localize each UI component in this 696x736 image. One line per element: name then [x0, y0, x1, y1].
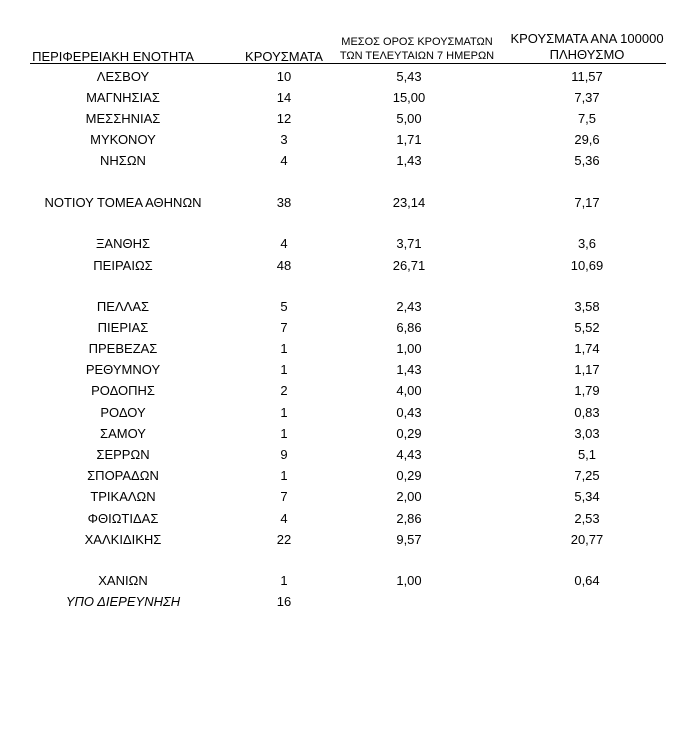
- cell-per100k: 10,69: [570, 258, 604, 273]
- cell-region: ΤΡΙΚΑΛΩΝ: [90, 489, 156, 504]
- cell-region: ΦΘΙΩΤΙΔΑΣ: [87, 511, 159, 526]
- cell-per100k: 1,17: [574, 362, 600, 377]
- cell-avg: 2,43: [396, 299, 422, 314]
- table-row: [0, 317, 696, 338]
- cell-avg: 2,00: [396, 489, 422, 504]
- cell-cases: 14: [276, 90, 292, 105]
- table-row: [0, 465, 696, 486]
- cell-per100k: 3,03: [574, 426, 600, 441]
- cell-avg: 1,71: [396, 132, 422, 147]
- cell-region: ΠΡΕΒΕΖΑΣ: [88, 341, 158, 356]
- cell-per100k: 7,37: [574, 90, 600, 105]
- cell-avg: 5,43: [396, 69, 422, 84]
- cell-per100k: 29,6: [574, 132, 600, 147]
- cell-per100k: 3,6: [577, 236, 597, 251]
- header-underline: [30, 63, 666, 64]
- cell-region: ΡΟΔΟΥ: [100, 405, 146, 420]
- header-per100k-line1: ΚΡΟΥΣΜΑΤΑ ΑΝΑ 100000: [510, 31, 664, 46]
- cell-cases: 22: [276, 532, 292, 547]
- cell-per100k: 2,53: [574, 511, 600, 526]
- table-row: [0, 192, 696, 213]
- cell-avg: 3,71: [396, 236, 422, 251]
- cell-per100k: 0,83: [574, 405, 600, 420]
- cell-avg: 4,43: [396, 447, 422, 462]
- cell-region: ΡΕΘΥΜΝΟΥ: [85, 362, 161, 377]
- table-row: [0, 66, 696, 87]
- table-row: [0, 529, 696, 550]
- cell-per100k: 5,34: [574, 489, 600, 504]
- cell-cases: 4: [280, 153, 288, 168]
- cell-per100k: 1,74: [574, 341, 600, 356]
- cell-region: ΥΠΟ ΔΙΕΡΕΥΝΗΣΗ: [65, 594, 181, 609]
- cell-region: ΧΑΝΙΩΝ: [98, 573, 148, 588]
- table-row: [0, 508, 696, 529]
- cell-region: ΣΑΜΟΥ: [100, 426, 146, 441]
- cell-cases: 4: [280, 236, 288, 251]
- cell-cases: 1: [280, 573, 288, 588]
- cell-avg: 1,43: [396, 362, 422, 377]
- cell-cases: 7: [280, 320, 288, 335]
- cell-region: ΣΠΟΡΑΔΩΝ: [87, 468, 159, 483]
- table-row: [0, 570, 696, 591]
- header-per100k: [507, 31, 667, 63]
- cell-avg: 4,00: [396, 383, 422, 398]
- cell-cases: 38: [276, 195, 292, 210]
- table-row: [0, 380, 696, 401]
- cell-avg: 0,29: [396, 426, 422, 441]
- cell-per100k: 5,36: [574, 153, 600, 168]
- cell-cases: 1: [280, 426, 288, 441]
- cell-per100k: 7,17: [574, 195, 600, 210]
- cell-cases: 1: [280, 405, 288, 420]
- cell-cases: 4: [280, 511, 288, 526]
- cell-region: ΜΥΚΟΝΟΥ: [90, 132, 156, 147]
- cell-cases: 3: [280, 132, 288, 147]
- cell-avg: 15,00: [392, 90, 426, 105]
- cell-region: ΛΕΣΒΟΥ: [96, 69, 150, 84]
- cell-region: ΠΕΛΛΑΣ: [96, 299, 150, 314]
- cell-cases: 16: [276, 594, 292, 609]
- cell-per100k: 3,58: [574, 299, 600, 314]
- table-row: [0, 87, 696, 108]
- table-row-under-investigation: [0, 591, 696, 612]
- cell-region: ΝΟΤΙΟΥ ΤΟΜΕΑ ΑΘΗΝΩΝ: [44, 195, 202, 210]
- cell-cases: 2: [280, 383, 288, 398]
- cell-avg: 5,00: [396, 111, 422, 126]
- cell-cases: 1: [280, 341, 288, 356]
- cell-cases: 1: [280, 468, 288, 483]
- table-row: [0, 150, 696, 171]
- cell-per100k: 11,57: [571, 69, 603, 84]
- cell-per100k: 20,77: [570, 532, 604, 547]
- cell-avg: 6,86: [396, 320, 422, 335]
- cell-per100k: 0,64: [574, 573, 600, 588]
- table-row: [0, 359, 696, 380]
- table-row: [0, 423, 696, 444]
- table-row: [0, 255, 696, 276]
- cell-region: ΝΗΣΩΝ: [100, 153, 146, 168]
- table-row: [0, 338, 696, 359]
- cell-avg: 0,29: [396, 468, 422, 483]
- cell-avg: 1,43: [396, 153, 422, 168]
- cell-avg: 1,00: [396, 341, 422, 356]
- cell-per100k: 7,25: [574, 468, 600, 483]
- cell-per100k: 5,52: [574, 320, 600, 335]
- table-row: [0, 402, 696, 423]
- table-row: [0, 129, 696, 150]
- header-per100k-line2: ΠΛΗΘΥΣΜΟ: [549, 47, 625, 62]
- cell-cases: 5: [280, 299, 288, 314]
- cell-region: ΞΑΝΘΗΣ: [95, 236, 151, 251]
- cell-avg: 23,14: [392, 195, 426, 210]
- cell-cases: 9: [280, 447, 288, 462]
- cell-avg: 26,71: [392, 258, 426, 273]
- cell-cases: 10: [276, 69, 292, 84]
- cell-avg: 1,00: [396, 573, 422, 588]
- cell-per100k: 1,79: [574, 383, 600, 398]
- cell-cases: 48: [276, 258, 292, 273]
- header-region: ΠΕΡΙΦΕΡΕΙΑΚΗ ΕΝΟΤΗΤΑ: [32, 49, 194, 64]
- cell-avg: 9,57: [396, 532, 422, 547]
- cell-region: ΧΑΛΚΙΔΙΚΗΣ: [84, 532, 162, 547]
- header-cases: ΚΡΟΥΣΜΑΤΑ: [245, 49, 323, 64]
- cell-per100k: 5,1: [577, 447, 597, 462]
- header-avg-7days-line1: ΜΕΣΟΣ ΟΡΟΣ ΚΡΟΥΣΜΑΤΩΝ: [341, 36, 493, 48]
- header-avg-7days-line2: ΤΩΝ ΤΕΛΕΥΤΑΙΩΝ 7 ΗΜΕΡΩΝ: [339, 50, 495, 62]
- cell-cases: 1: [280, 362, 288, 377]
- table-row: [0, 486, 696, 507]
- table-row: [0, 233, 696, 254]
- table-row: [0, 108, 696, 129]
- cell-avg: 0,43: [396, 405, 422, 420]
- cell-region: ΡΟΔΟΠΗΣ: [91, 383, 155, 398]
- cell-region: ΠΕΙΡΑΙΩΣ: [93, 258, 153, 273]
- cell-cases: 7: [280, 489, 288, 504]
- cell-region: ΠΙΕΡΙΑΣ: [97, 320, 149, 335]
- cell-region: ΜΑΓΝΗΣΙΑΣ: [86, 90, 160, 105]
- cell-region: ΣΕΡΡΩΝ: [96, 447, 150, 462]
- cell-cases: 12: [276, 111, 292, 126]
- cell-per100k: 7,5: [577, 111, 597, 126]
- cell-region: ΜΕΣΣΗΝΙΑΣ: [85, 111, 161, 126]
- table-row: [0, 444, 696, 465]
- table-row: [0, 296, 696, 317]
- table-header: [0, 28, 696, 65]
- header-avg-7days: [327, 35, 507, 63]
- cell-avg: 2,86: [396, 511, 422, 526]
